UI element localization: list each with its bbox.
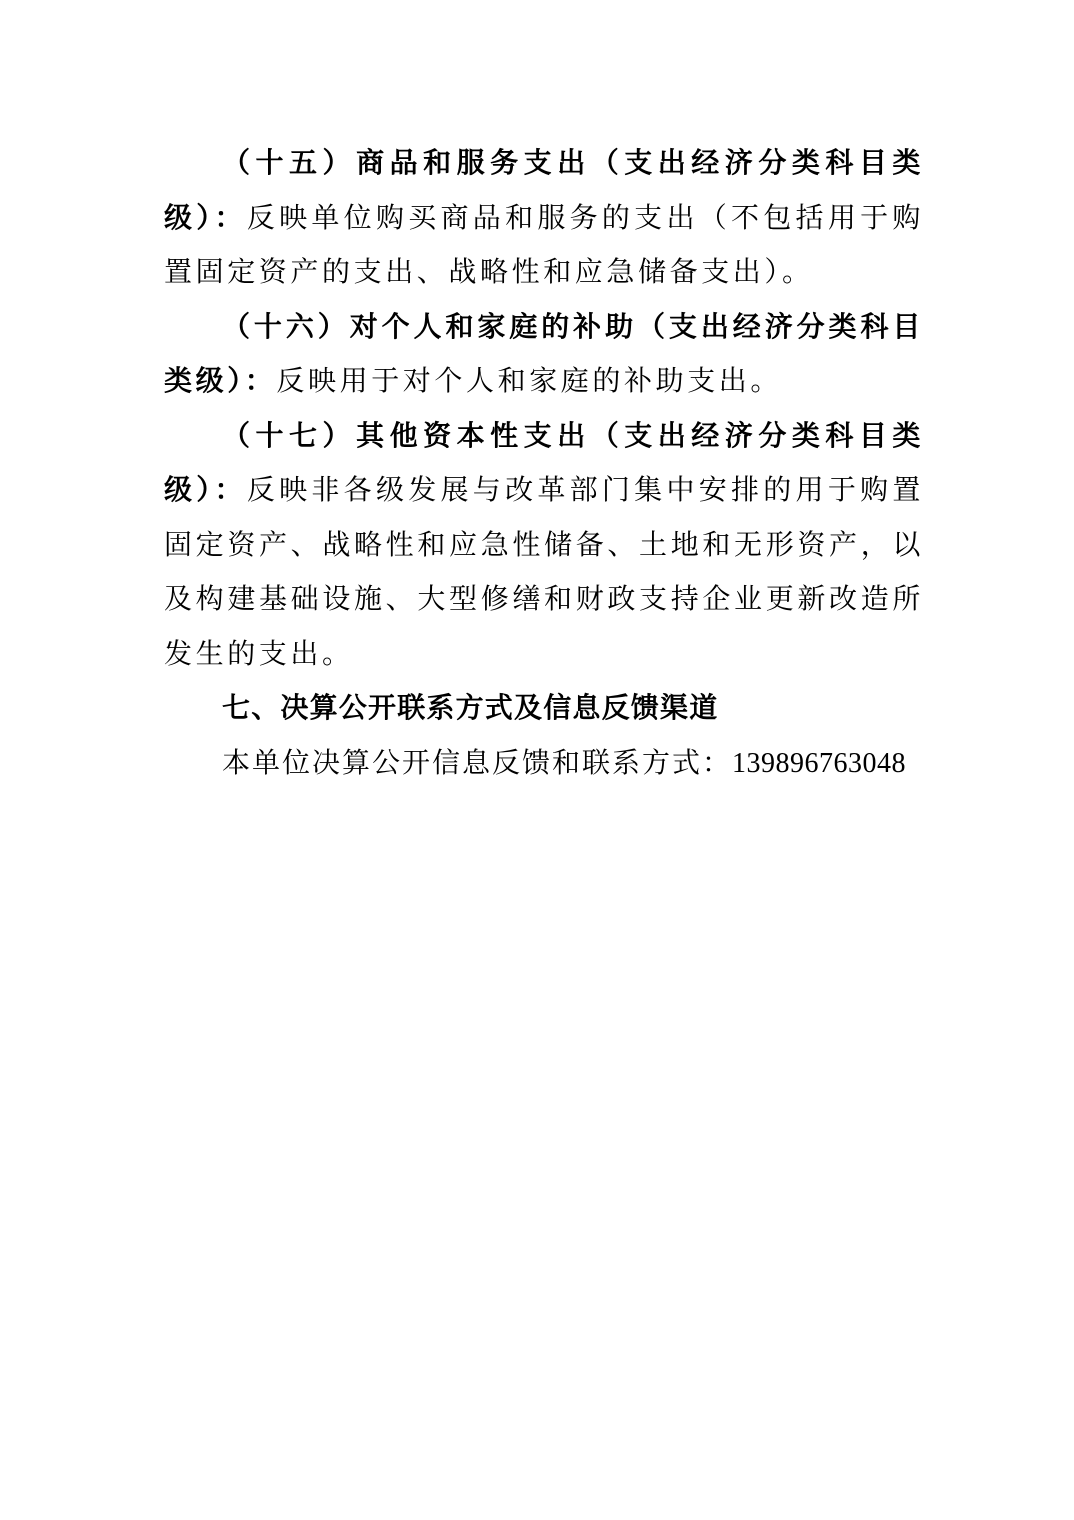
paragraph-text: 反映用于对个人和家庭的补助支出。: [276, 364, 783, 397]
paragraph-text: 反映单位购买商品和服务的支出（不包括用于购置固定资产的支出、战略性和应急储备支出）。: [164, 200, 924, 288]
paragraph-goods-and-services: [164, 136, 924, 300]
contact-label: 本单位决算公开信息反馈和联系方式：: [222, 745, 733, 779]
paragraph-other-capital-expenditure: [164, 409, 924, 682]
contact-line: [164, 736, 924, 792]
document-body: [164, 136, 924, 791]
paragraph-text: 反映非各级发展与改革部门集中安排的用于购置固定资产、战略性和应急性储备、土地和无形资产，以及构建基础设施、大型修缮和财政支持企业更新改造所发生的支出。: [164, 473, 924, 670]
contact-phone: 13989676304​8: [732, 747, 907, 779]
paragraph-lead: （十六）对个人和家庭的补助（支出经济分类科目类级）：: [164, 309, 924, 397]
paragraph-lead: （十七）其他资本性支出（支出经济分类科目类级）：: [164, 418, 924, 506]
paragraph-lead: （十五）商品和服务支出（支出经济分类科目类级）：: [164, 146, 924, 234]
section-heading: 七、决算公开联系方式及信息反馈渠道: [222, 691, 719, 724]
paragraph-household-subsidies: [164, 300, 924, 409]
